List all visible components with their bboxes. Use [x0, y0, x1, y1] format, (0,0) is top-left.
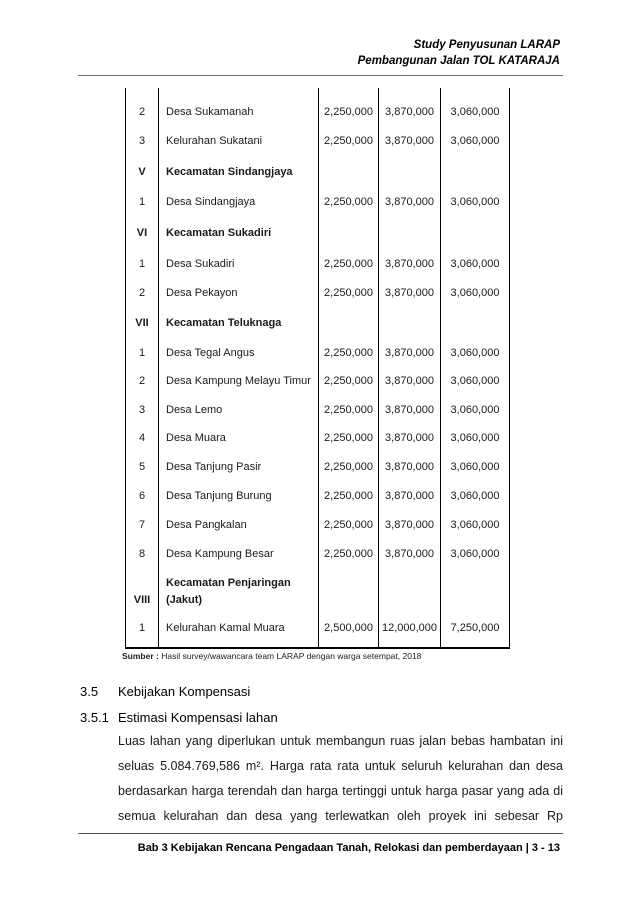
- price-lowest-cell: 2,250,000: [318, 278, 378, 307]
- empty-cell: [440, 307, 510, 339]
- empty-cell: [318, 568, 378, 614]
- kecamatan-name: Kecamatan Sindangjaya: [158, 156, 318, 187]
- row-number: 1: [125, 187, 158, 217]
- footer-rule: [78, 833, 563, 834]
- location-name: Desa Pangkalan: [158, 510, 318, 539]
- table-row: [125, 249, 510, 278]
- price-average-cell: 3,060,000: [440, 452, 510, 481]
- location-name: Desa Sindangjaya: [158, 187, 318, 217]
- group-number: VIII: [125, 568, 158, 614]
- price-average-cell: 3,060,000: [440, 126, 510, 156]
- price-average-cell: 3,060,000: [440, 424, 510, 452]
- table-row: [125, 339, 510, 367]
- group-number: VII: [125, 307, 158, 339]
- price-highest-cell: 3,870,000: [378, 126, 440, 156]
- empty-cell: [378, 217, 440, 249]
- empty-cell: [378, 568, 440, 614]
- price-highest-cell: 3,870,000: [378, 452, 440, 481]
- table-group-row: [125, 307, 510, 339]
- table-source-note: [122, 651, 421, 661]
- price-average-cell: 3,060,000: [440, 187, 510, 217]
- table-bottom-border: [125, 647, 510, 649]
- price-average-cell: 3,060,000: [440, 481, 510, 510]
- price-average-cell: 3,060,000: [440, 278, 510, 307]
- section-title: Kebijakan Kompensasi: [118, 684, 251, 699]
- empty-cell: [440, 156, 510, 187]
- location-name: Desa Kampung Melayu Timur: [158, 367, 318, 395]
- header-study-title: Study Penyusunan LARAP: [413, 39, 560, 51]
- price-lowest-cell: 2,250,000: [318, 424, 378, 452]
- empty-cell: [440, 568, 510, 614]
- price-average-cell: 3,060,000: [440, 539, 510, 568]
- price-average-cell: 3,060,000: [440, 510, 510, 539]
- empty-cell: [318, 217, 378, 249]
- price-lowest-cell: 2,250,000: [318, 339, 378, 367]
- header-rule: [78, 75, 563, 76]
- location-name: Desa Lemo: [158, 395, 318, 424]
- table-row: [125, 395, 510, 424]
- price-average-cell: 3,060,000: [440, 395, 510, 424]
- price-highest-cell: 12,000,000: [378, 614, 440, 648]
- table-group-row: [125, 156, 510, 187]
- row-number: 1: [125, 249, 158, 278]
- price-highest-cell: 3,870,000: [378, 510, 440, 539]
- price-highest-cell: 3,870,000: [378, 481, 440, 510]
- row-number: 8: [125, 539, 158, 568]
- table-row: [125, 481, 510, 510]
- table-group-row: [125, 568, 510, 614]
- subsection-title: Estimasi Kompensasi lahan: [118, 710, 278, 725]
- price-average-cell: 7,250,000: [440, 614, 510, 648]
- price-average-cell: 3,060,000: [440, 88, 510, 126]
- row-number: 2: [125, 88, 158, 126]
- price-lowest-cell: 2,250,000: [318, 249, 378, 278]
- location-name: Desa Sukadiri: [158, 249, 318, 278]
- table-row: [125, 452, 510, 481]
- price-average-cell: 3,060,000: [440, 249, 510, 278]
- location-name: Kelurahan Sukatani: [158, 126, 318, 156]
- kecamatan-name: Kecamatan Penjaringan (Jakut): [158, 568, 318, 614]
- row-number: 7: [125, 510, 158, 539]
- table-group-row: [125, 217, 510, 249]
- price-lowest-cell: 2,250,000: [318, 452, 378, 481]
- location-name: Desa Tanjung Burung: [158, 481, 318, 510]
- footer-chapter-page: Bab 3 Kebijakan Rencana Pengadaan Tanah, Relokasi dan pemberdayaan | 3 - 13: [137, 842, 560, 854]
- table-row: [125, 510, 510, 539]
- price-lowest-cell: 2,250,000: [318, 395, 378, 424]
- price-lowest-cell: 2,250,000: [318, 88, 378, 126]
- empty-cell: [440, 217, 510, 249]
- body-paragraph: [118, 729, 563, 829]
- row-number: 2: [125, 278, 158, 307]
- empty-cell: [318, 156, 378, 187]
- price-average-cell: 3,060,000: [440, 339, 510, 367]
- row-number: 3: [125, 395, 158, 424]
- table-row: [125, 424, 510, 452]
- location-name: Desa Pekayon: [158, 278, 318, 307]
- empty-cell: [378, 307, 440, 339]
- paragraph-line: seluas 5.084.769,586 m². Harga rata rata untuk seluruh kelurahan dan desa: [118, 759, 563, 773]
- price-highest-cell: 3,870,000: [378, 539, 440, 568]
- price-lowest-cell: 2,250,000: [318, 539, 378, 568]
- row-number: 4: [125, 424, 158, 452]
- empty-cell: [378, 156, 440, 187]
- row-number: 1: [125, 339, 158, 367]
- group-number: V: [125, 156, 158, 187]
- location-name: Desa Muara: [158, 424, 318, 452]
- price-lowest-cell: 2,250,000: [318, 367, 378, 395]
- row-number: 2: [125, 367, 158, 395]
- kecamatan-name: Kecamatan Sukadiri: [158, 217, 318, 249]
- price-highest-cell: 3,870,000: [378, 395, 440, 424]
- price-highest-cell: 3,870,000: [378, 339, 440, 367]
- price-average-cell: 3,060,000: [440, 367, 510, 395]
- price-highest-cell: 3,870,000: [378, 367, 440, 395]
- table-row: [125, 126, 510, 156]
- compensation-price-table: [125, 88, 510, 648]
- price-highest-cell: 3,870,000: [378, 278, 440, 307]
- paragraph-line: semua kelurahan dan desa yang terlewatkan oleh proyek ini sebesar Rp: [118, 809, 563, 823]
- row-number: 6: [125, 481, 158, 510]
- price-highest-cell: 3,870,000: [378, 249, 440, 278]
- table-row: [125, 539, 510, 568]
- table-row: [125, 614, 510, 648]
- empty-cell: [318, 307, 378, 339]
- table-row: [125, 88, 510, 126]
- subsection-number: 3.5.1: [80, 710, 109, 725]
- price-lowest-cell: 2,250,000: [318, 126, 378, 156]
- price-highest-cell: 3,870,000: [378, 88, 440, 126]
- section-number: 3.5: [80, 684, 99, 699]
- location-name: Desa Sukamanah: [158, 88, 318, 126]
- row-number: 3: [125, 126, 158, 156]
- table-row: [125, 187, 510, 217]
- paragraph-line: Luas lahan yang diperlukan untuk membangun ruas jalan bebas hambatan ini: [118, 734, 563, 748]
- location-name: Desa Tegal Angus: [158, 339, 318, 367]
- price-highest-cell: 3,870,000: [378, 424, 440, 452]
- source-text: Hasil survey/wawancara team LARAP dengan warga setempat, 2018: [161, 651, 422, 661]
- paragraph-line: berdasarkan harga terendah dan harga tertinggi untuk harga pasar yang ada di: [118, 784, 563, 798]
- price-lowest-cell: 2,250,000: [318, 481, 378, 510]
- location-name: Desa Kampung Besar: [158, 539, 318, 568]
- price-lowest-cell: 2,250,000: [318, 187, 378, 217]
- location-name: Desa Tanjung Pasir: [158, 452, 318, 481]
- price-lowest-cell: 2,250,000: [318, 510, 378, 539]
- price-lowest-cell: 2,500,000: [318, 614, 378, 648]
- header-project-title: Pembangunan Jalan TOL KATARAJA: [357, 55, 560, 67]
- price-highest-cell: 3,870,000: [378, 187, 440, 217]
- table-row: [125, 278, 510, 307]
- group-number: VI: [125, 217, 158, 249]
- source-label: Sumber :: [122, 651, 159, 661]
- row-number: 1: [125, 614, 158, 648]
- table-row: [125, 367, 510, 395]
- row-number: 5: [125, 452, 158, 481]
- location-name: Kelurahan Kamal Muara: [158, 614, 318, 648]
- kecamatan-name: Kecamatan Teluknaga: [158, 307, 318, 339]
